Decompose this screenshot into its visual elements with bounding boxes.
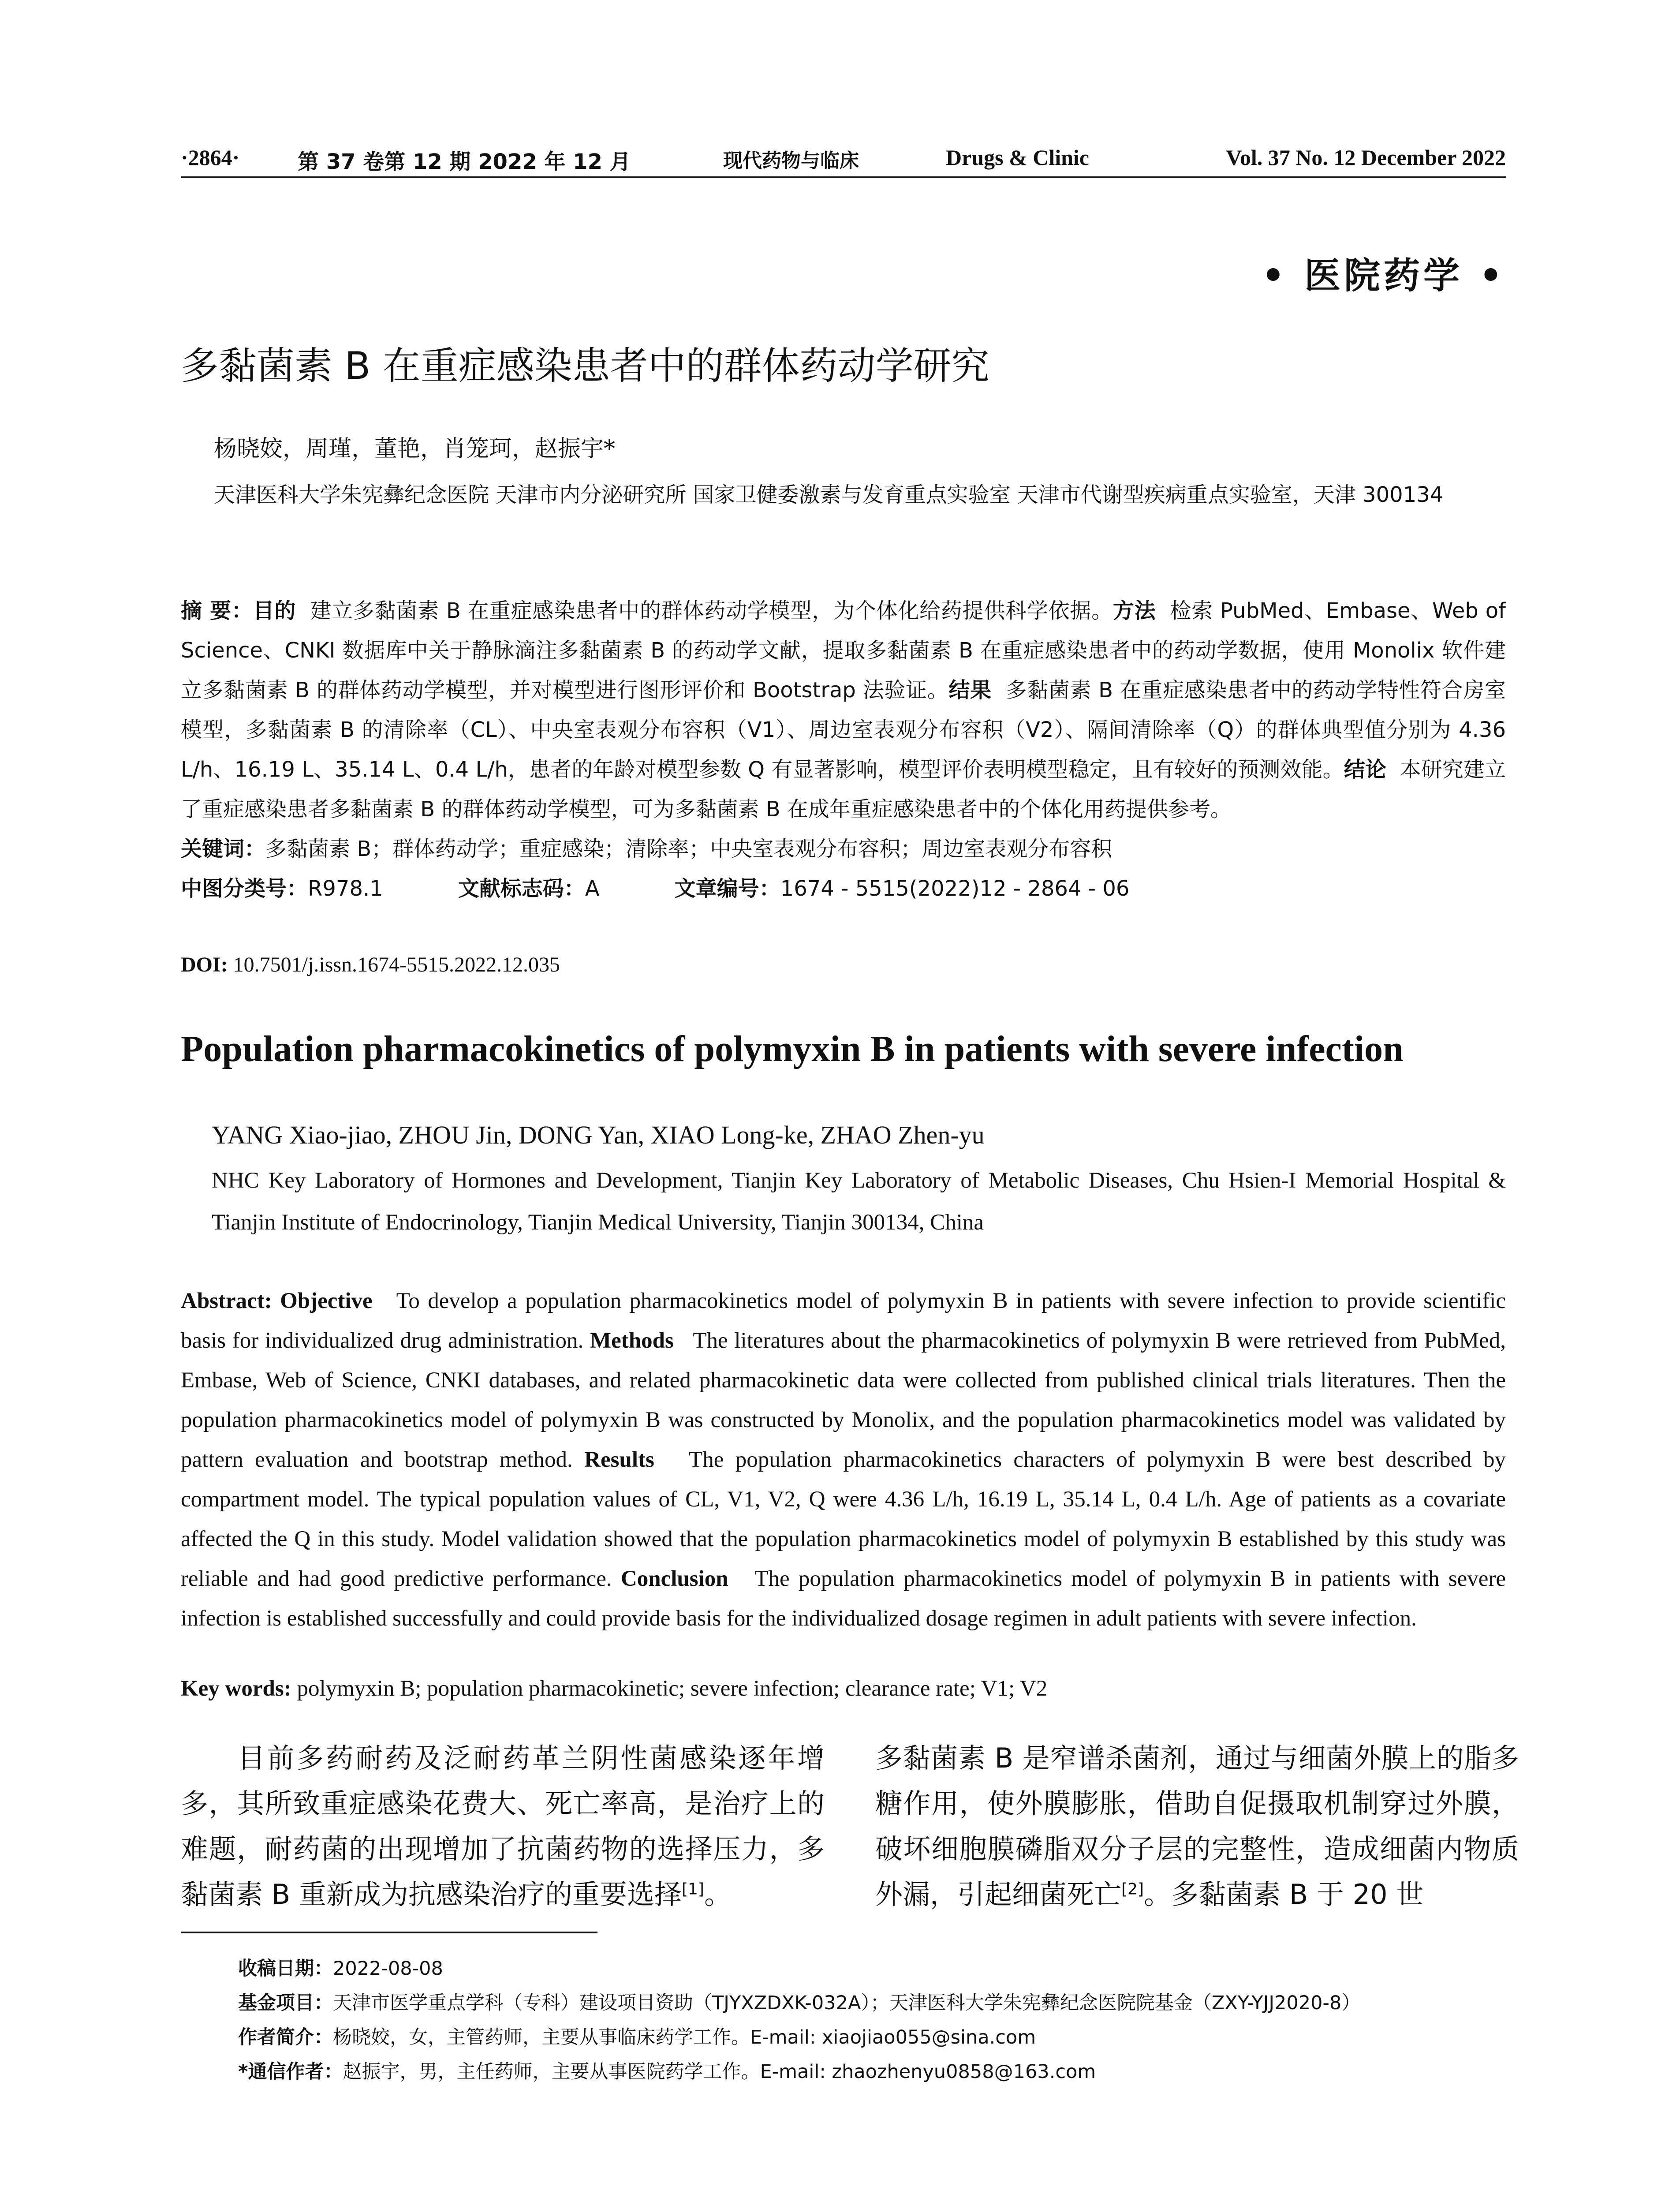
en-objective: To develop a population pharmacokinetics model of polymyxin B in patients with severe infection to provide scientific basis for individualized drug administration. bbox=[181, 1289, 1506, 1353]
zh-keywords-label: 关键词： bbox=[181, 837, 266, 861]
footnote-corresponding bbox=[238, 2055, 1506, 2089]
zh-conclusion: 本研究建立了重症感染患者多黏菌素 B 的群体药动学模型，可为多黏菌素 B 在成年重症感染患者中的个体化用药提供参考。 bbox=[181, 757, 1506, 822]
zh-classification bbox=[181, 869, 1506, 908]
received-date: 2022-08-08 bbox=[333, 1958, 443, 1980]
clc-value: R978.1 bbox=[308, 876, 383, 901]
en-methods: The literatures about the pharmacokinetics of polymyxin B were retrieved from PubMed, Embase, Web of Science, CNKI databases, and related pharmacokinetic data were collected from published clinical trials literatures. Then the population pharmacokinetics model of polymyxin B was constructed by Monolix, and the population pharmacokinetics model was validated by pattern evaluation and bootstrap method. bbox=[181, 1328, 1506, 1472]
clc-label: 中图分类号： bbox=[181, 876, 308, 901]
zh-methods-label: 方法 bbox=[1113, 598, 1156, 623]
doi-value: 10.7501/j.issn.1674-5515.2022.12.035 bbox=[233, 953, 560, 976]
en-objective-label: Objective bbox=[280, 1289, 373, 1313]
footnote-rule bbox=[181, 1932, 597, 1933]
journal-en: Drugs & Clinic bbox=[946, 145, 1089, 170]
author-label: 作者简介： bbox=[238, 2026, 333, 2048]
citation-ref-1[interactable]: [1] bbox=[681, 1880, 704, 1899]
footnotes bbox=[238, 1951, 1506, 2089]
header-rule bbox=[181, 176, 1506, 178]
received-label: 收稿日期： bbox=[238, 1958, 333, 1980]
issue-zh: 第 37 卷第 12 期 2022 年 12 月 bbox=[298, 149, 631, 174]
zh-authors: 杨晓姣，周瑾，董艳，肖笼珂，赵振宇* bbox=[214, 436, 616, 462]
fund-text: 天津市医学重点学科（专科）建设项目资助（TJYXZDXK-032A）；天津医科大学朱宪彝纪念医院院基金（ZXY-YJJ2020-8） bbox=[333, 1992, 1361, 2014]
en-title: Population pharmacokinetics of polymyxin B in patients with severe infection bbox=[181, 1028, 1404, 1069]
doi-label: DOI: bbox=[181, 953, 228, 976]
fund-label: 基金项目： bbox=[238, 1992, 333, 2014]
body-column-left bbox=[181, 1735, 825, 1917]
footnote-author bbox=[238, 2020, 1506, 2055]
en-abstract bbox=[181, 1281, 1506, 1638]
doccode-label: 文献标志码： bbox=[458, 876, 585, 901]
body-paragraph-1: 目前多药耐药及泛耐药革兰阴性菌感染逐年增多，其所致重症感染花费大、死亡率高，是治疗上的难题，耐药菌的出现增加了抗菌药物的选择压力，多黏菌素 B 重新成为抗感染治疗的重要选择 bbox=[181, 1742, 825, 1910]
zh-objective: 建立多黏菌素 B 在重症感染患者中的群体药动学模型，为个体化给药提供科学依据。 bbox=[310, 598, 1113, 623]
en-results-label: Results bbox=[584, 1447, 654, 1472]
en-results: The population pharmacokinetics characters of polymyxin B were best described by compartment model. The typical population values of CL, V1, V2, Q were 4.36 L/h, 16.19 L, 35.14 L, 0.4 L/h. Age of patients as a covariate affected the Q in this study. Model validation showed that the population pharmacokinetics model of polymyxin B established by this study was reliable and had good predictive performance. bbox=[181, 1447, 1506, 1591]
zh-keywords bbox=[181, 829, 1506, 869]
en-conclusion-label: Conclusion bbox=[620, 1566, 728, 1591]
en-abstract-label: Abstract: bbox=[181, 1289, 272, 1313]
en-conclusion: The population pharmacokinetics model of polymyxin B in patients with severe infection is established successfully and could provide basis for the individualized dosage regimen in adult patients with severe infection. bbox=[181, 1566, 1506, 1631]
en-keywords-text: polymyxin B; population pharmacokinetic; severe infection; clearance rate; V1; V2 bbox=[297, 1676, 1048, 1701]
zh-keywords-text: 多黏菌素 B；群体药动学；重症感染；清除率；中央室表观分布容积；周边室表观分布容积 bbox=[265, 837, 1113, 861]
zh-affiliation: 天津医科大学朱宪彝纪念医院 天津市内分泌研究所 国家卫健委激素与发育重点实验室 天津市代谢型疾病重点实验室，天津 300134 bbox=[214, 482, 1444, 507]
body-paragraph-2: 多黏菌素 B 是窄谱杀菌剂，通过与细菌外膜上的脂多糖作用，使外膜膨胀，借助自促摄取机制穿过外膜，破坏细胞膜磷脂双分子层的完整性，造成细菌内物质外漏，引起细菌死亡 bbox=[875, 1742, 1519, 1910]
citation-ref-2[interactable]: [2] bbox=[1121, 1880, 1144, 1899]
en-authors: YANG Xiao-jiao, ZHOU Jin, DONG Yan, XIAO Long-ke, ZHAO Zhen-yu bbox=[212, 1121, 985, 1149]
zh-conclusion-label: 结论 bbox=[1344, 757, 1386, 782]
footnote-received bbox=[238, 1951, 1506, 1986]
zh-results-label: 结果 bbox=[948, 678, 992, 703]
doi bbox=[181, 953, 560, 977]
corr-text: 赵振宇，男，主任药师，主要从事医院药学工作。E-mail: zhaozhenyu0858@163.com bbox=[343, 2061, 1096, 2083]
running-header bbox=[181, 140, 1506, 176]
zh-methods: 检索 PubMed、Embase、Web of Science、CNKI 数据库中关于静脉滴注多黏菌素 B 的药动学文献，提取多黏菌素 B 在重症感染患者中的药动学数据，使用 Monolix 软件建立多黏菌素 B 的群体药动学模型，并对模型进行图形评价和 Bootstrap 法验证。 bbox=[181, 598, 1506, 703]
zh-abstract-label: 摘 要： bbox=[181, 598, 253, 623]
journal-zh: 现代药物与临床 bbox=[723, 149, 859, 172]
en-keywords bbox=[181, 1676, 1047, 1701]
article-no-value: 1674 - 5515(2022)12 - 2864 - 06 bbox=[780, 876, 1130, 901]
zh-results: 多黏菌素 B 在重症感染患者中的药动学特性符合房室模型，多黏菌素 B 的清除率（CL）、中央室表观分布容积（V1）、周边室表观分布容积（V2）、隔间清除率（Q）的群体典型值分别为 4.36 L/h、16.19 L、35.14 L、0.4 L/h，患者的年龄对模型参数 Q 有显著影响，模型评价表明模型稳定，且有较好的预测效能。 bbox=[181, 678, 1506, 782]
page-number: ·2864· bbox=[181, 145, 240, 170]
article-no-label: 文章编号： bbox=[674, 876, 780, 901]
body-paragraph-1-end: 。 bbox=[704, 1878, 732, 1910]
corr-label: *通信作者： bbox=[238, 2061, 343, 2083]
en-keywords-label: Key words: bbox=[181, 1676, 291, 1701]
body-paragraph-2-end: 。多黏菌素 B 于 20 世 bbox=[1144, 1878, 1424, 1910]
doccode-value: A bbox=[585, 876, 600, 901]
section-label: • 医院药学 • bbox=[1262, 254, 1506, 297]
zh-abstract bbox=[181, 591, 1506, 908]
en-affiliation: NHC Key Laboratory of Hormones and Development, Tianjin Key Laboratory of Metabolic Diseases, Chu Hsien-I Memorial Hospital & Tianjin Institute of Endocrinology, Tianjin Medical University, Tianjin 300134, China bbox=[212, 1168, 1506, 1235]
issue-en: Vol. 37 No. 12 December 2022 bbox=[1226, 145, 1506, 170]
footnote-fund bbox=[238, 1986, 1506, 2020]
author-text: 杨晓姣，女，主管药师，主要从事临床药学工作。E-mail: xiaojiao055@sina.com bbox=[333, 2026, 1036, 2048]
body-column-right bbox=[875, 1735, 1519, 1917]
en-methods-label: Methods bbox=[590, 1328, 674, 1353]
zh-objective-label: 目的 bbox=[253, 598, 296, 623]
zh-title: 多黏菌素 B 在重症感染患者中的群体药动学研究 bbox=[181, 344, 989, 388]
